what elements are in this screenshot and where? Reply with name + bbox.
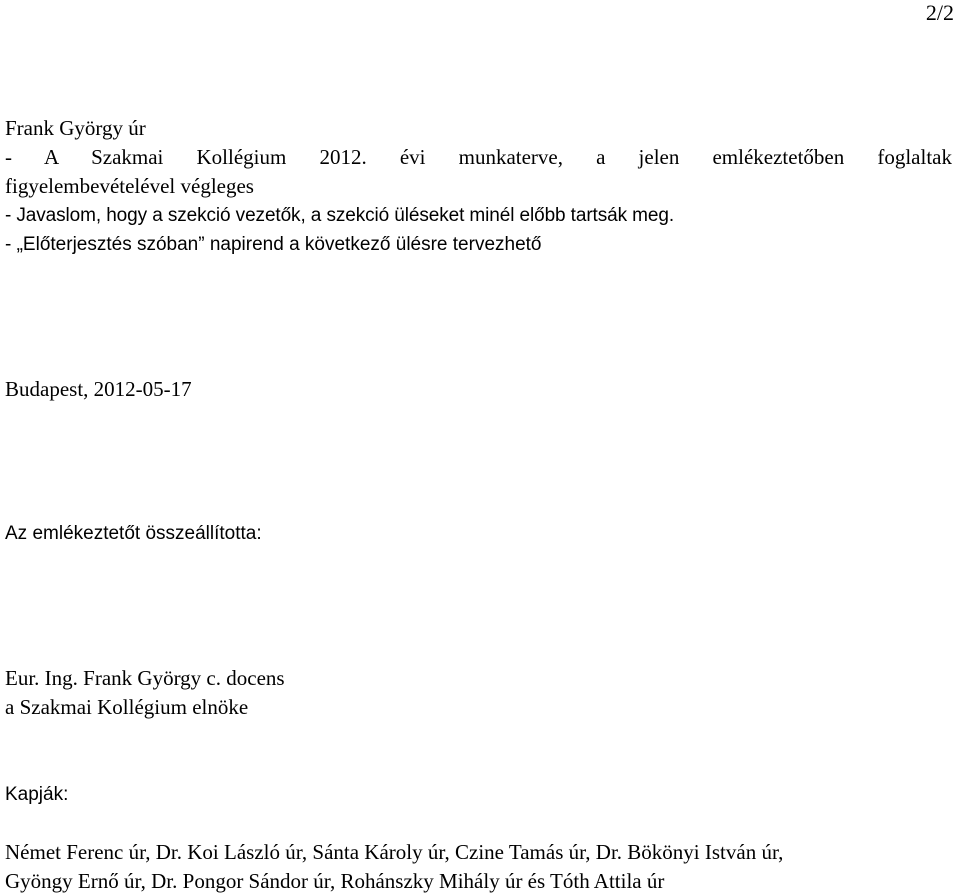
list-item-workplan: - A Szakmai Kollégium 2012. évi munkaterve, a jelen emlékeztetőben foglaltak bbox=[5, 145, 952, 169]
recipients-line: Német Ferenc úr, Dr. Koi László úr, Sánta Károly úr, Czine Tamás úr, Dr. Bökönyi István úr, bbox=[5, 840, 784, 864]
recipients-line: Gyöngy Ernő úr, Dr. Pongor Sándor úr, Rohánszky Mihály úr és Tóth Attila úr bbox=[5, 869, 665, 893]
compiled-by-section bbox=[5, 519, 952, 548]
list-item-agenda: - „Előterjesztés szóban” napirend a következő ülésre tervezhető bbox=[5, 234, 542, 255]
list-item-workplan-continued: figyelembevételével végleges bbox=[5, 174, 254, 198]
frank-section bbox=[5, 114, 952, 259]
list-item-proposal: - Javaslom, hogy a szekció vezetők, a szekció üléseket minél előbb tartsák meg. bbox=[5, 205, 675, 226]
place-date: Budapest, 2012-05-17 bbox=[5, 377, 192, 401]
recipients-label-block bbox=[5, 780, 952, 809]
recipients-label: Kapják: bbox=[5, 784, 69, 805]
section-title: Frank György úr bbox=[5, 116, 146, 140]
signature-name: Eur. Ing. Frank György c. docens bbox=[5, 666, 285, 690]
signature-block bbox=[5, 664, 952, 722]
place-date-section bbox=[5, 375, 952, 404]
compiled-by-label: Az emlékeztetőt összeállította: bbox=[5, 523, 262, 544]
recipients-list bbox=[5, 838, 952, 896]
signature-role: a Szakmai Kollégium elnöke bbox=[5, 695, 249, 719]
page-number: 2/2 bbox=[925, 0, 954, 25]
